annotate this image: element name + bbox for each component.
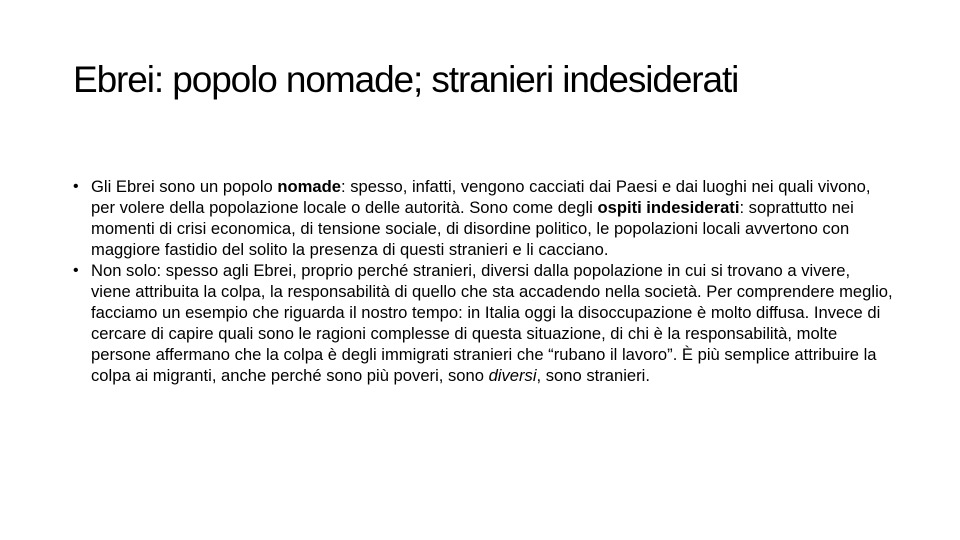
text-run: : spesso, infatti, vengono cacciati dai Paesi e dai luoghi nei quali vivono, per volere della popolazione locale o delle autorità. Sono come degli	[91, 177, 871, 217]
text-run: Gli Ebrei sono un popolo	[91, 177, 278, 196]
bullet-list	[73, 176, 893, 386]
bullet-item-2	[73, 260, 893, 386]
text-run: : soprattutto nei momenti di crisi economica, di tensione sociale, di disordine politico, le popolazioni locali avvertono con maggiore fastidio del solito la presenza di questi stranieri e li cacciano.	[91, 198, 854, 259]
bullet-marker: •	[73, 178, 79, 195]
slide-title: Ebrei: popolo nomade; stranieri indesiderati	[73, 59, 739, 100]
bold-term-ospiti-indesiderati: ospiti indesiderati	[597, 198, 740, 217]
italic-term-diversi: diversi	[488, 366, 537, 385]
bullet-marker: •	[73, 262, 79, 279]
bullet-text-2	[91, 260, 893, 386]
bullet-item-1	[73, 176, 893, 260]
text-run: Non solo: spesso agli Ebrei, proprio perché stranieri, diversi dalla popolazione in cui si trovano a vivere, viene attribuita la colpa, la responsabilità di quello che sta accadendo nella società. Per comprendere meglio, facciamo un esempio che riguarda il nostro tempo: in Italia oggi la disoccupazione è molto diffusa. Invece di cercare di capire quali sono le ragioni complesse di questa situazione, di chi è la responsabilità, molte persone affermano che la colpa è degli immigrati stranieri che “rubano il lavoro”. È più semplice attribuire la colpa ai migranti, anche perché sono più poveri, sono	[91, 261, 893, 385]
bullet-text-1	[91, 176, 893, 260]
text-run: , sono stranieri.	[536, 366, 650, 385]
bold-term-nomade: nomade	[277, 177, 341, 196]
